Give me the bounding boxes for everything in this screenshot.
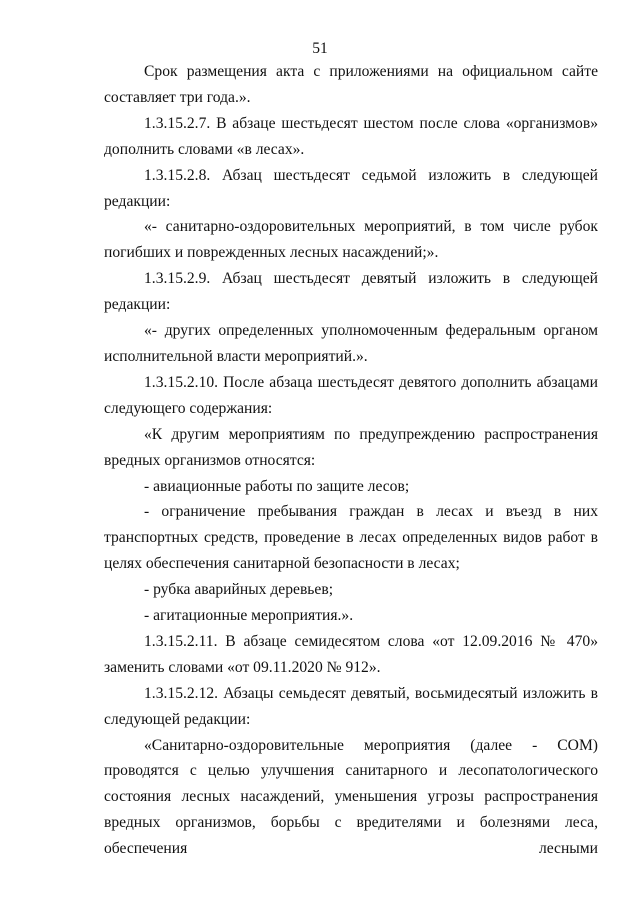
paragraph-2: 1.3.15.2.7. В абзаце шестьдесят шестом после слова «организмов» дополнить словами «в лесах». (104, 114, 598, 158)
paragraph-14: 1.3.15.2.12. Абзацы семьдесят девятый, восьмидесятый изложить в следующей редакции: (104, 684, 598, 728)
paragraph-11: - рубка аварийных деревьев; (144, 581, 334, 599)
paragraph-10: - ограничение пребывания граждан в лесах и въезд в них транспортных средств, проведение в лесах определенных видов работ в целях обеспечения санитарной безопасности в лесах; (104, 503, 598, 573)
paragraph-6: «- других определенных уполномоченным федеральным органом исполнительной власти мероприятий.». (104, 322, 598, 365)
page-number: 51 (312, 40, 328, 57)
paragraph-12: - агитационные мероприятия.». (144, 607, 354, 625)
paragraph-7: 1.3.15.2.10. После абзаца шестьдесят девятого дополнить абзацами следующего содержания: (104, 373, 598, 417)
paragraph-5: 1.3.15.2.9. Абзац шестьдесят девятый изложить в следующей редакции: (104, 270, 598, 314)
paragraph-8: «К другим мероприятиям по предупреждению распространения вредных организмов относятся: (104, 425, 598, 469)
paragraph-1: Срок размещения акта с приложениями на официальном сайте составляет три года.». (104, 63, 598, 106)
paragraph-15: «Санитарно-оздоровительные мероприятия (далее - СОМ) проводятся с целью улучшения санитарного и лесопатологического состояния лесных насаждений, уменьшения угрозы распространения вредных организмов, борьбы с вредителями и болезнями леса, обеспечения лесными (104, 736, 598, 858)
paragraph-13: 1.3.15.2.11. В абзаце семидесятом слова «от 12.09.2016 № 470» заменить словами «от 09.11.2020 № 912». (104, 632, 598, 676)
paragraph-4: «- санитарно-оздоровительных мероприятий, в том числе рубок погибших и поврежденных лесных насаждений;». (104, 218, 598, 262)
paragraph-3: 1.3.15.2.8. Абзац шестьдесят седьмой изложить в следующей редакции: (104, 166, 598, 210)
document-body (104, 59, 598, 862)
paragraph-9: - авиационные работы по защите лесов; (144, 477, 410, 495)
